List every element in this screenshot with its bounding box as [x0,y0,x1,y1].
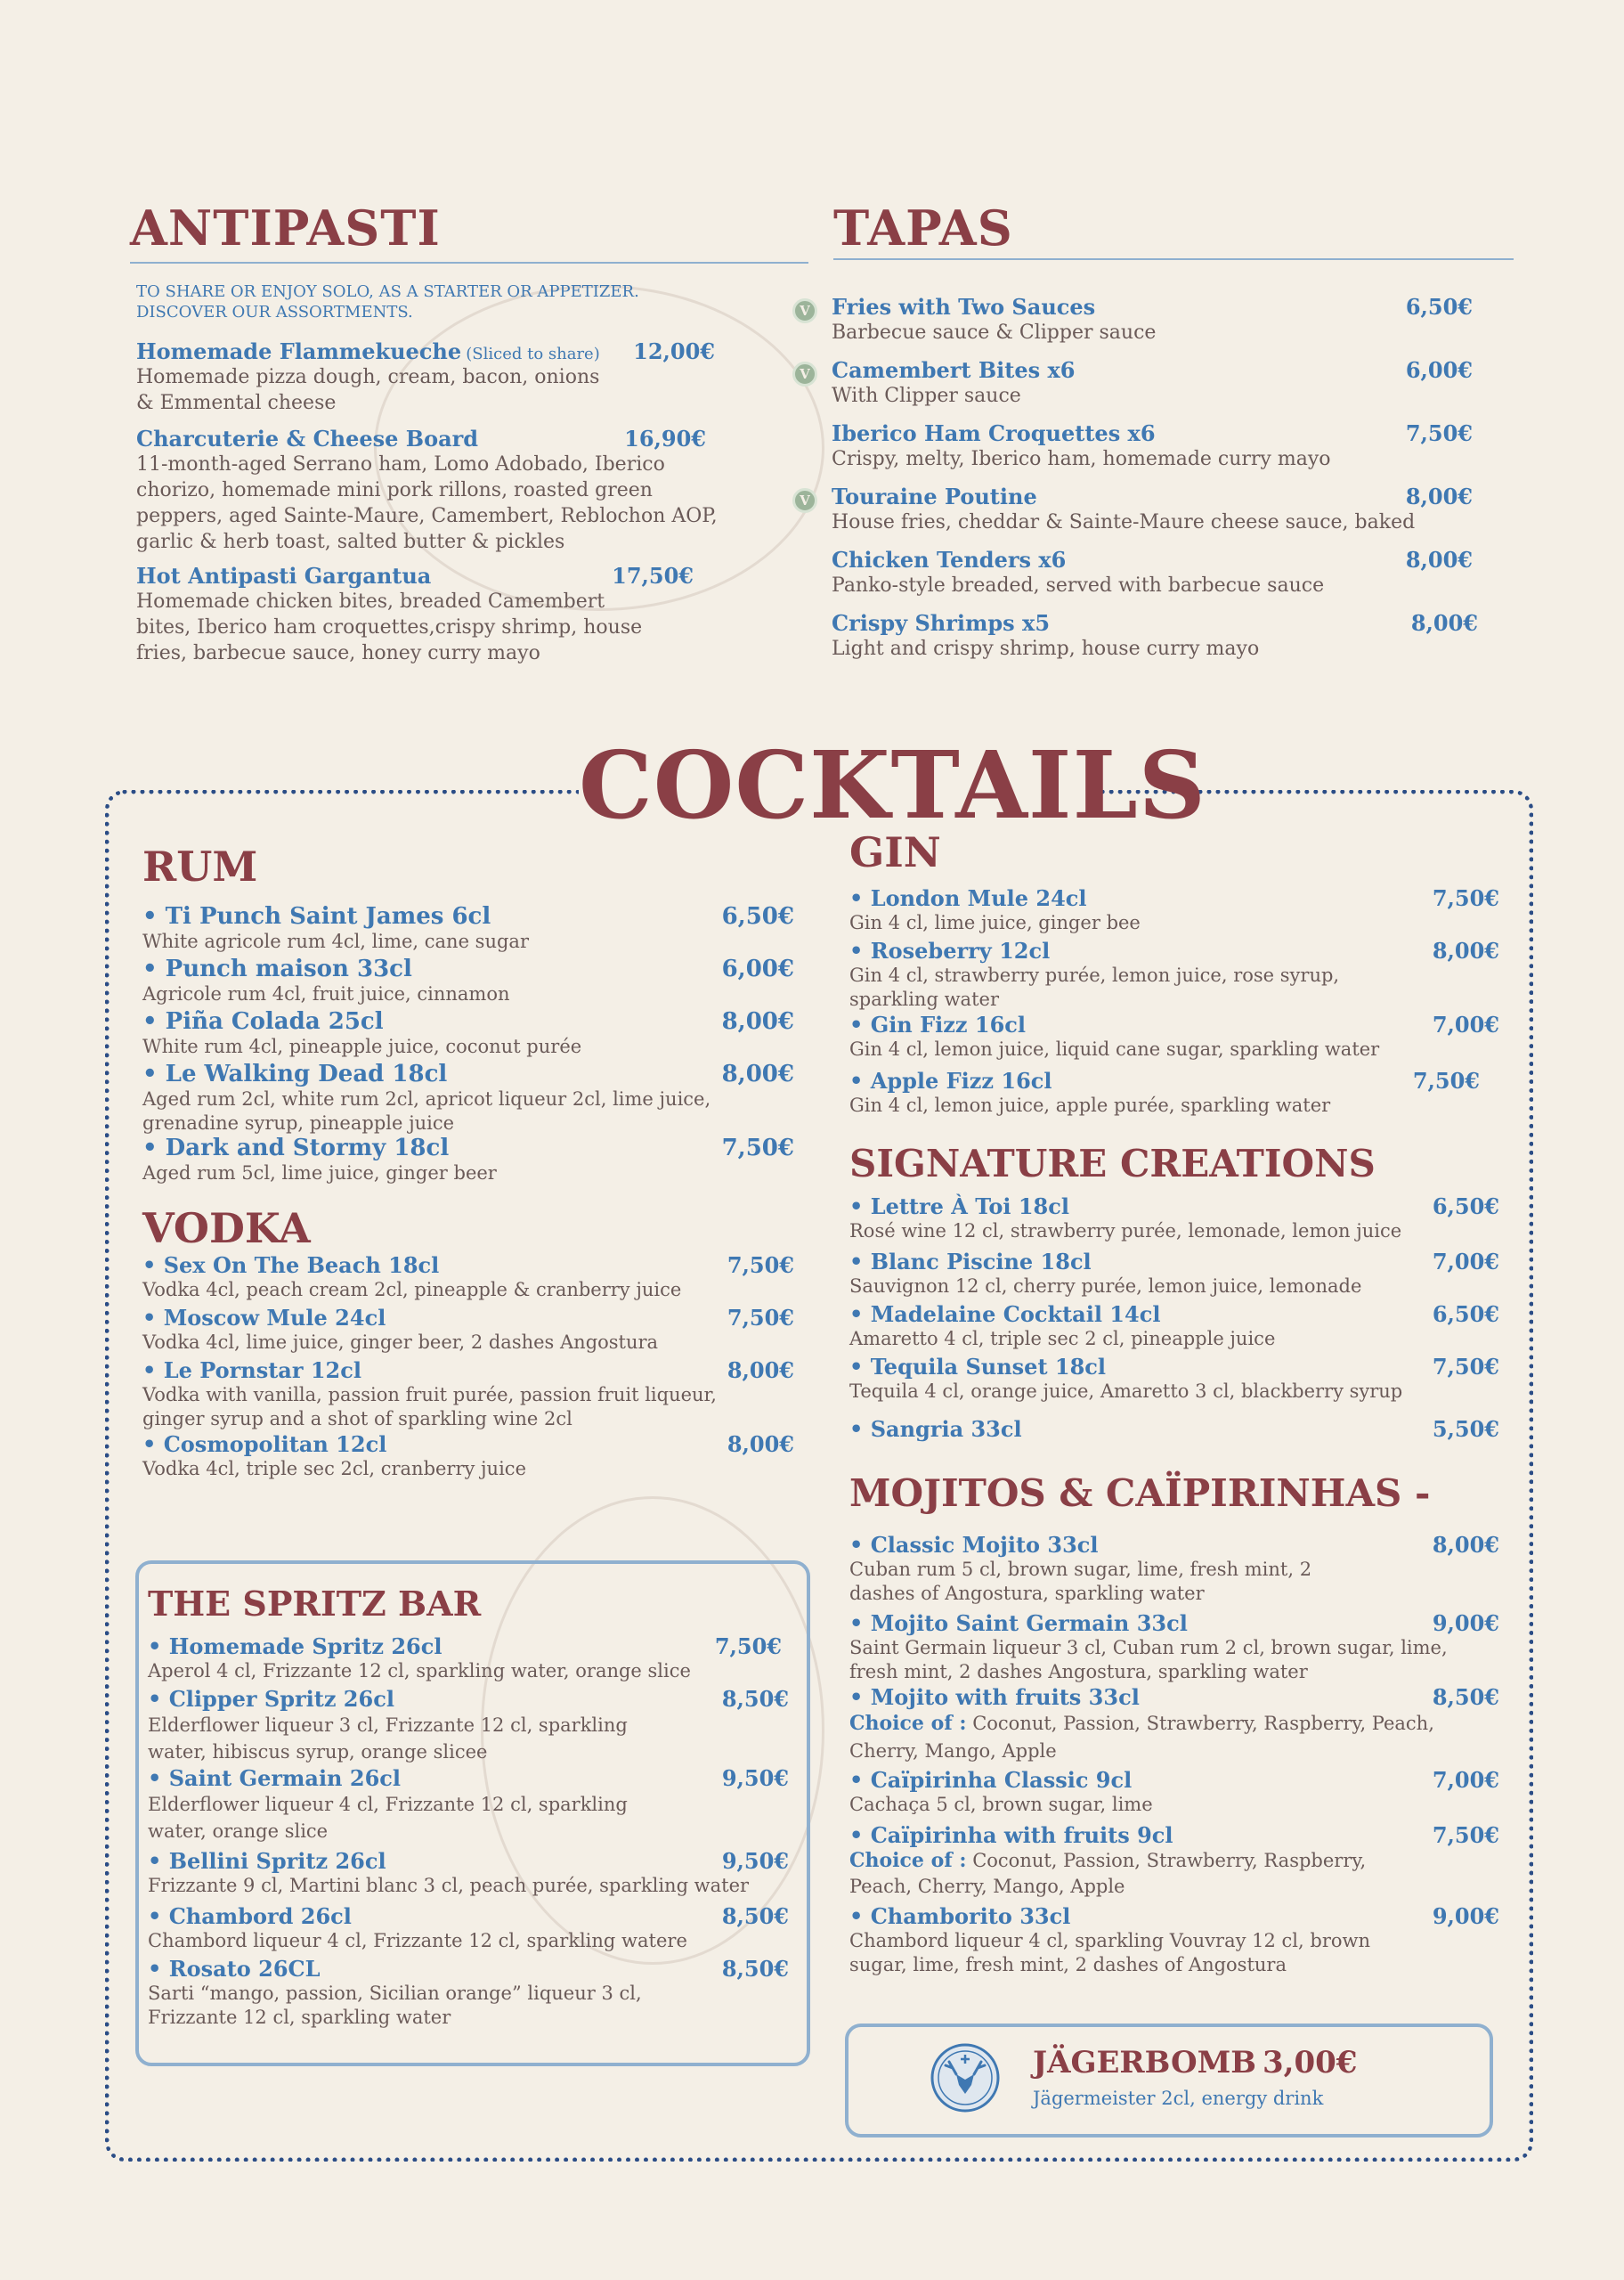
cocktail-item [849,885,1499,938]
tapas-item [832,357,1473,409]
cocktail-price: 7,50€ [1432,1354,1499,1380]
item-desc: House fries, cheddar & Sainte-Maure cheese sauce, baked [832,511,1416,533]
cocktail-item [849,938,1499,1012]
item-name: Iberico Ham Croquettes x6 [832,420,1156,446]
cocktail-item [849,1068,1499,1120]
cocktail-price: 9,50€ [721,1848,789,1874]
cocktail-price: 8,00€ [721,1061,794,1087]
cocktail-desc: Coconut, Passion, Strawberry, Raspberry, Peach, Cherry, Mango, Apple [849,1713,1434,1762]
gin-title: GIN [849,828,941,876]
item-name: Charcuterie & Cheese Board [136,426,479,452]
tapas-rule [833,258,1514,260]
tapas-item [832,484,1473,535]
cocktail-price: 9,00€ [1432,1903,1499,1929]
antipasti-intro: TO SHARE OR ENJOY SOLO, AS A STARTER OR APPETIZER. DISCOVER OUR ASSORTMENTS. [136,282,639,322]
item-price: 17,50€ [612,563,694,589]
cocktail-name: • Cosmopolitan 12cl [142,1431,387,1457]
cocktail-price: 7,50€ [727,1305,794,1331]
cocktail-name: • Chamborito 33cl [849,1903,1071,1929]
tapas-item [832,294,1473,346]
mojitos-title: MOJITOS & CAÏPIRINHAS - [849,1471,1431,1515]
cocktail-price: 7,50€ [714,1633,782,1659]
cocktail-item [148,1956,789,2032]
antipasti-title: ANTIPASTI [130,200,441,256]
item-price: 8,00€ [1405,547,1473,573]
cocktail-price: 9,00€ [1432,1610,1499,1636]
cocktail-desc: Frizzante 9 cl, Martini blanc 3 cl, peach purée, sparkling water [148,1875,750,1896]
cocktail-name: • Piña Colada 25cl [142,1008,384,1035]
item-desc: Light and crispy shrimp, house curry mayo [832,638,1260,660]
cocktail-name: • Punch maison 33cl [142,956,412,982]
cocktail-item [142,1061,794,1135]
cocktail-desc: Gin 4 cl, lemon juice, liquid cane sugar, sparkling water [849,1038,1380,1060]
stag-logo-icon [930,2042,1001,2113]
cocktail-name: • Mojito with fruits 33cl [849,1684,1140,1710]
cocktail-price: 8,00€ [1432,1532,1499,1558]
cocktail-desc: Gin 4 cl, strawberry purée, lemon juice, rose syrup, sparkling water [849,965,1340,1010]
cocktail-desc: Tequila 4 cl, orange juice, Amaretto 3 cl, blackberry syrup [849,1380,1403,1402]
cocktail-name: • Clipper Spritz 26cl [148,1686,394,1712]
cocktail-item [849,1301,1499,1354]
vegetarian-icon: V [792,488,817,513]
item-desc: Panko-style breaded, served with barbecue sauce [832,574,1325,597]
cocktail-price: 8,50€ [1432,1684,1499,1710]
cocktail-item [142,1252,794,1305]
cocktail-name: • Madelaine Cocktail 14cl [849,1301,1161,1327]
item-price: 8,00€ [1410,610,1478,636]
vodka-title: VODKA [142,1204,311,1252]
cocktail-price: 7,00€ [1432,1767,1499,1793]
item-price: 6,00€ [1405,357,1473,383]
cocktail-desc: Cuban rum 5 cl, brown sugar, lime, fresh mint, 2 dashes of Angostura, sparkling water [849,1559,1312,1604]
item-desc: With Clipper sauce [832,385,1021,407]
cocktail-desc: Elderflower liqueur 3 cl, Frizzante 12 cl, sparkling water, hibiscus syrup, orange slicee [148,1714,628,1763]
cocktail-name: • Roseberry 12cl [849,938,1051,964]
signature-list [849,1193,1499,1452]
cocktail-desc: Saint Germain liqueur 3 cl, Cuban rum 2 cl, brown sugar, lime, fresh mint, 2 dashes Angostura, sparkling water [849,1637,1448,1682]
cocktail-price: 7,50€ [1432,1822,1499,1848]
item-desc: Homemade pizza dough, cream, bacon, onions & Emmental cheese [136,366,600,414]
cocktail-item [142,1305,794,1357]
cocktail-item [849,1532,1499,1610]
cocktail-item [849,1012,1499,1068]
item-name: Crispy Shrimps x5 [832,610,1051,636]
cocktail-desc: White rum 4cl, pineapple juice, coconut purée [142,1036,582,1057]
choice-label: Choice of : [849,1849,967,1872]
item-price: 7,50€ [1405,420,1473,446]
cocktail-item [142,1357,794,1431]
cocktail-desc: Rosé wine 12 cl, strawberry purée, lemonade, lemon juice [849,1220,1402,1242]
cocktail-name: • Apple Fizz 16cl [849,1068,1052,1094]
cocktail-name: • Ti Punch Saint James 6cl [142,903,491,930]
cocktail-desc: Vodka 4cl, lime juice, ginger beer, 2 dashes Angostura [142,1331,659,1353]
item-price: 6,50€ [1405,294,1473,320]
cocktail-name: • Caïpirinha with fruits 9cl [849,1822,1173,1848]
cocktail-desc: Aged rum 5cl, lime juice, ginger beer [142,1162,497,1184]
antipasti-item [136,563,694,666]
cocktail-item [849,1193,1499,1249]
cocktail-price: 8,00€ [727,1357,794,1383]
spritz-list [148,1633,789,2032]
cocktail-desc: Gin 4 cl, lime juice, ginger bee [849,912,1141,933]
item-name: Chicken Tenders x6 [832,547,1067,573]
cocktail-name: • Sangria 33cl [849,1416,1022,1442]
cocktail-desc: Agricole rum 4cl, fruit juice, cinnamon [142,983,510,1005]
cocktail-price: 6,00€ [721,956,794,982]
cocktail-name: • Tequila Sunset 18cl [849,1354,1107,1380]
cocktail-name: • Rosato 26CL [148,1956,321,1982]
rum-title: RUM [142,843,258,891]
cocktail-desc: Sauvignon 12 cl, cherry purée, lemon juice, lemonade [849,1275,1362,1297]
cocktail-item [148,1633,789,1686]
cocktail-desc-wrap [849,1710,1437,1765]
spritz-title: THE SPRITZ BAR [148,1584,482,1624]
item-price: 8,00€ [1405,484,1473,509]
cocktail-item [849,1416,1499,1452]
item-name: Hot Antipasti Gargantua [136,563,432,589]
cocktail-item [849,1684,1499,1767]
cocktail-name: • Classic Mojito 33cl [849,1532,1099,1558]
item-name: Fries with Two Sauces [832,294,1096,320]
item-name: Camembert Bites x6 [832,357,1076,383]
cocktail-item [849,1822,1499,1903]
tapas-item [832,420,1473,472]
cocktail-desc: Amaretto 4 cl, triple sec 2 cl, pineapple juice [849,1328,1276,1349]
cocktail-price: 7,50€ [721,1135,794,1161]
cocktail-desc: Vodka with vanilla, passion fruit purée, passion fruit liqueur, ginger syrup and a shot of sparkling wine 2cl [142,1384,717,1429]
cocktail-name: • Saint Germain 26cl [148,1765,401,1791]
cocktail-item [142,956,794,1008]
item-desc: 11-month-aged Serrano ham, Lomo Adobado, Iberico chorizo, homemade mini pork rillons, roasted green peppers, aged Sainte-Maure, Camembert, Reblochon AOP, garlic & herb toast, salted butter & pickles [136,453,718,553]
cocktail-item [142,1008,794,1061]
jagerbomb-price: 3,00€ [1263,2045,1358,2080]
cocktail-desc: Cachaça 5 cl, brown sugar, lime [849,1794,1153,1815]
cocktail-item [849,1354,1499,1416]
tapas-item [832,610,1478,662]
vegetarian-icon: V [792,298,817,323]
cocktail-desc: Elderflower liqueur 4 cl, Frizzante 12 cl, sparkling water, orange slice [148,1794,628,1842]
item-price: 16,90€ [624,426,706,452]
tapas-title: TAPAS [833,200,1013,256]
cocktail-price: 6,50€ [1432,1193,1499,1219]
cocktail-name: • Caïpirinha Classic 9cl [849,1767,1133,1793]
antipasti-item [136,426,718,555]
choice-label: Choice of : [849,1712,967,1735]
signature-title: SIGNATURE CREATIONS [849,1142,1376,1185]
antipasti-item [136,338,715,416]
antipasti-rule [130,262,808,264]
cocktail-name: • Chambord 26cl [148,1903,352,1929]
cocktail-name: • Homemade Spritz 26cl [148,1633,443,1659]
mojitos-list [849,1532,1499,1982]
cocktail-item [148,1848,789,1903]
cocktail-desc: Aged rum 2cl, white rum 2cl, apricot liqueur 2cl, lime juice, grenadine syrup, pineapple juice [142,1088,711,1134]
cocktail-price: 8,50€ [721,1903,789,1929]
cocktail-desc: Chambord liqueur 4 cl, sparkling Vouvray 12 cl, brown sugar, lime, fresh mint, 2 dashes of Angostura [849,1930,1370,1975]
cocktail-desc: Sarti “mango, passion, Sicilian orange” liqueur 3 cl, Frizzante 12 cl, sparkling water [148,1983,642,2028]
gin-list [849,885,1499,1120]
item-note: (Sliced to share) [466,345,600,363]
cocktail-item [142,903,794,956]
cocktail-price: 8,00€ [721,1008,794,1035]
cocktail-name: • Le Walking Dead 18cl [142,1061,448,1087]
jagerbomb-desc: Jägermeister 2cl, energy drink [1033,2088,1324,2109]
vodka-list [142,1252,794,1484]
cocktail-price: 7,50€ [1432,885,1499,911]
cocktail-name: • Blanc Piscine 18cl [849,1249,1092,1274]
rum-list [142,903,794,1187]
cocktail-price: 9,50€ [721,1765,789,1791]
cocktail-item [142,1135,794,1187]
cocktail-desc: Coconut, Passion, Strawberry, Raspberry, Peach, Cherry, Mango, Apple [849,1850,1367,1897]
cocktail-name: • Bellini Spritz 26cl [148,1848,386,1874]
cocktail-item [849,1767,1499,1822]
item-name: Touraine Poutine [832,484,1037,509]
cocktail-item [142,1431,794,1484]
cocktails-title: COCKTAILS [579,730,1206,840]
cocktail-item [148,1686,789,1765]
cocktail-name: • Le Pornstar 12cl [142,1357,361,1383]
cocktail-desc: White agricole rum 4cl, lime, cane sugar [142,931,529,952]
cocktail-price: 8,50€ [721,1956,789,1982]
cocktail-name: • London Mule 24cl [849,885,1087,911]
cocktail-desc-wrap [849,1848,1384,1900]
cocktail-price: 7,50€ [1412,1068,1480,1094]
cocktail-item [849,1249,1499,1301]
cocktail-price: 7,00€ [1432,1249,1499,1274]
item-desc: Barbecue sauce & Clipper sauce [832,322,1157,344]
cocktail-desc: Aperol 4 cl, Frizzante 12 cl, sparkling water, orange slice [148,1660,691,1682]
cocktail-price: 8,50€ [721,1686,789,1712]
cocktail-item [148,1765,789,1848]
cocktail-name: • Gin Fizz 16cl [849,1012,1027,1038]
item-price: 12,00€ [633,338,715,364]
cocktail-desc: Chambord liqueur 4 cl, Frizzante 12 cl, sparkling watere [148,1930,687,1951]
tapas-item [832,547,1473,598]
cocktail-desc: Gin 4 cl, lemon juice, apple purée, sparkling water [849,1095,1331,1116]
cocktail-name: • Moscow Mule 24cl [142,1305,386,1331]
item-desc: Crispy, melty, Iberico ham, homemade curry mayo [832,448,1331,470]
cocktail-price: 6,50€ [721,903,794,930]
cocktail-name: • Sex On The Beach 18cl [142,1252,440,1278]
cocktail-price: 7,50€ [727,1252,794,1278]
cocktail-item [849,1903,1499,1982]
cocktail-item [148,1903,789,1956]
cocktail-price: 5,50€ [1432,1416,1499,1442]
cocktail-item [849,1610,1499,1684]
cocktail-price: 7,00€ [1432,1012,1499,1038]
item-desc: Homemade chicken bites, breaded Camembert bites, Iberico ham croquettes,crispy shrimp, house fries, barbecue sauce, honey curry mayo [136,590,643,664]
cocktail-price: 8,00€ [1432,938,1499,964]
cocktail-desc: Vodka 4cl, triple sec 2cl, cranberry juice [142,1458,526,1479]
cocktail-name: • Mojito Saint Germain 33cl [849,1610,1188,1636]
jagerbomb-name: JÄGERBOMB [1033,2045,1257,2080]
item-name: Homemade Flammekueche [136,338,462,364]
cocktail-name: • Dark and Stormy 18cl [142,1135,450,1161]
cocktail-name: • Lettre À Toi 18cl [849,1193,1069,1219]
cocktail-desc: Vodka 4cl, peach cream 2cl, pineapple & cranberry juice [142,1279,682,1300]
vegetarian-icon: V [792,362,817,387]
cocktail-price: 6,50€ [1432,1301,1499,1327]
cocktail-price: 8,00€ [727,1431,794,1457]
